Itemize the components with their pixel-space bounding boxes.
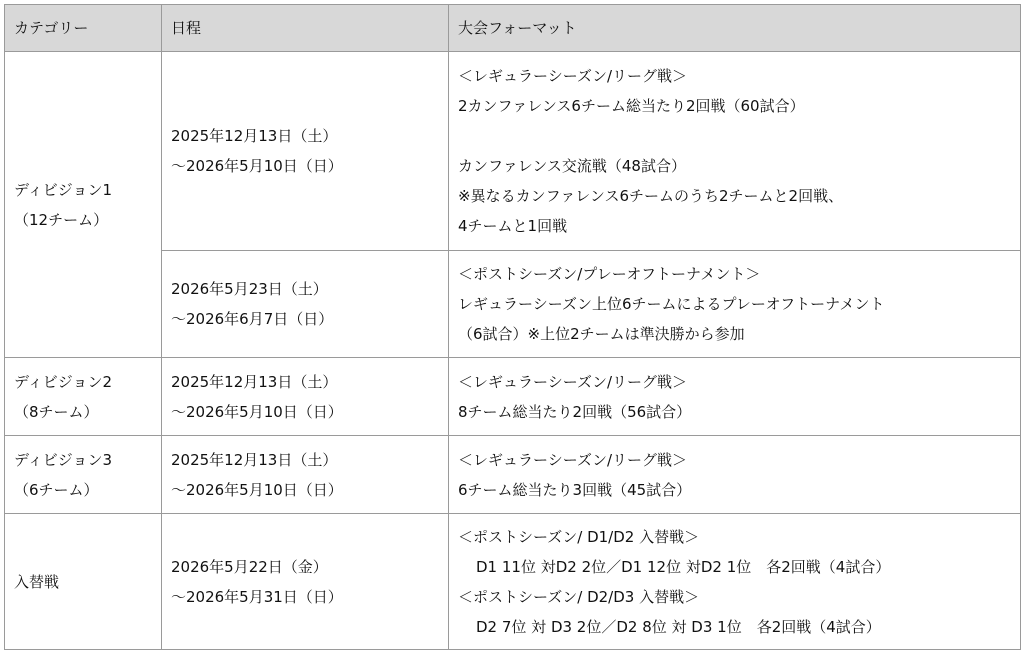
format-cell-d1-post <box>449 251 1021 358</box>
schedule-cell-playoff <box>162 514 449 650</box>
category-name: 入替戦 <box>14 572 60 591</box>
schedule-end: 〜2026年5月10日（日） <box>171 157 343 175</box>
format-line: 6チーム総当たり3回戦（45試合） <box>458 480 692 499</box>
schedule-start: 2026年5月22日（金） <box>171 557 328 576</box>
format-line: ＜レギュラーシーズン/リーグ戦＞ <box>458 67 688 85</box>
schedule-start: 2025年12月13日（土） <box>171 450 338 469</box>
format-line: ＜ポストシーズン/プレーオフトーナメント＞ <box>458 265 761 283</box>
header-format: 大会フォーマット <box>449 5 1021 52</box>
schedule-cell-d3 <box>162 436 449 514</box>
format-cell-d2 <box>449 358 1021 436</box>
table-row-playoff <box>5 514 1021 650</box>
format-line: D2 7位 対 D3 2位／D2 8位 対 D3 1位 各2回戦（4試合） <box>476 617 881 636</box>
category-cell-d1 <box>5 52 162 358</box>
format-line: レギュラーシーズン上位6チームによるプレーオフトーナメント <box>458 295 885 313</box>
format-line: ＜レギュラーシーズン/リーグ戦＞ <box>458 372 688 391</box>
format-line: （6試合）※上位2チームは準決勝から参加 <box>458 325 745 343</box>
category-teams: （6チーム） <box>14 480 99 499</box>
schedule-end: 〜2026年6月7日（日） <box>171 310 334 328</box>
schedule-cell-d2 <box>162 358 449 436</box>
format-line: D1 11位 対D2 2位／D1 12位 対D2 1位 各2回戦（4試合） <box>476 557 891 576</box>
category-name: ディビジョン1 <box>14 180 113 199</box>
header-row <box>5 5 1021 52</box>
format-line: 8チーム総当たり2回戦（56試合） <box>458 402 692 421</box>
table-row-d2 <box>5 358 1021 436</box>
schedule-end: 〜2026年5月10日（日） <box>171 480 343 499</box>
format-line: ＜ポストシーズン/ D1/D2 入替戦＞ <box>458 527 700 546</box>
schedule-end: 〜2026年5月31日（日） <box>171 587 343 606</box>
format-line: ※異なるカンファレンス6チームのうち2チームと2回戦、 <box>458 187 844 205</box>
schedule-start: 2026年5月23日（土） <box>171 280 328 298</box>
schedule-cell-d1-regular <box>162 52 449 251</box>
header-schedule: 日程 <box>162 5 449 52</box>
schedule-start: 2025年12月13日（土） <box>171 127 338 145</box>
header-category: カテゴリー <box>5 5 162 52</box>
schedule-end: 〜2026年5月10日（日） <box>171 402 343 421</box>
category-name: ディビジョン3 <box>14 450 113 469</box>
format-line: 2カンファレンス6チーム総当たり2回戦（60試合） <box>458 97 805 115</box>
format-cell-d1-regular <box>449 52 1021 251</box>
format-line: ＜ポストシーズン/ D2/D3 入替戦＞ <box>458 587 700 606</box>
category-name: ディビジョン2 <box>14 372 113 391</box>
format-cell-playoff <box>449 514 1021 650</box>
format-line: 4チームと1回戦 <box>458 217 568 235</box>
league-format-table <box>4 4 1021 650</box>
table-row-d1-regular <box>5 52 1021 251</box>
format-line: カンファレンス交流戦（48試合） <box>458 157 686 175</box>
format-line: ＜レギュラーシーズン/リーグ戦＞ <box>458 450 688 469</box>
schedule-cell-d1-post <box>162 251 449 358</box>
table-row-d3 <box>5 436 1021 514</box>
category-teams: （12チーム） <box>14 210 109 229</box>
category-cell-d3 <box>5 436 162 514</box>
spacer <box>458 121 1011 151</box>
category-cell-playoff <box>5 514 162 650</box>
schedule-start: 2025年12月13日（土） <box>171 372 338 391</box>
category-cell-d2 <box>5 358 162 436</box>
format-cell-d3 <box>449 436 1021 514</box>
category-teams: （8チーム） <box>14 402 99 421</box>
